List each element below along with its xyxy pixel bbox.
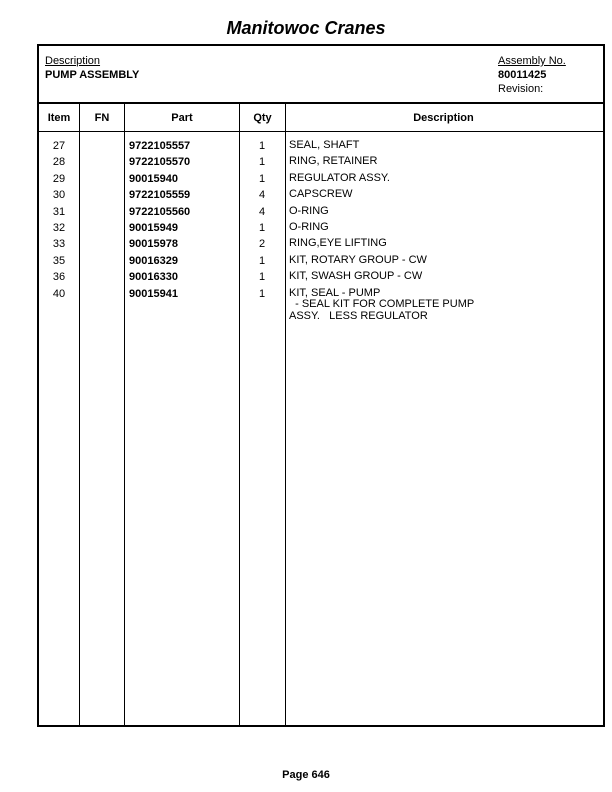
column-header-fn: FN [94,112,110,124]
part-number-cell: 9722105560 [129,205,191,218]
item-cell: 31 [52,205,66,218]
part-number-cell: 9722105559 [129,189,191,202]
column-divider [124,104,125,725]
item-cell: 33 [52,238,66,251]
assembly-value: 80011425 [498,69,547,81]
assembly-block [498,54,566,96]
column-header-item: Item [47,112,71,124]
quantity-cell: 4 [258,189,266,202]
quantity-cell: 2 [258,238,266,251]
item-cell: 36 [52,271,66,284]
page-number: Page 646 [282,769,330,781]
quantity-cell: 1 [258,271,266,284]
parts-table-frame [37,44,605,727]
description-cell: KIT, SWASH GROUP - CW [289,270,423,283]
quantity-cell: 1 [258,140,266,152]
item-cell: 40 [52,287,66,300]
description-cell: REGULATOR ASSY. [289,171,390,184]
description-cell: SEAL, SHAFT [289,139,360,151]
item-cell: 28 [52,156,66,169]
item-cell: 29 [52,172,66,185]
column-divider [79,104,80,725]
item-cell: 27 [52,140,66,152]
part-number-cell: 9722105570 [129,156,191,169]
description-cell: O-RING [289,221,329,233]
part-number-cell: 90016330 [129,271,178,284]
column-header-qty: Qty [253,112,272,124]
part-number-cell: 90015978 [129,238,178,251]
description-cell: CAPSCREW [289,188,353,201]
item-cell: 35 [52,254,66,267]
part-number-cell: 90015940 [129,172,178,185]
assembly-label: Assembly No. [498,55,566,67]
description-cell: KIT, SEAL - PUMP - SEAL KIT FOR COMPLETE PUMP ASSY. LESS REGULATOR [289,286,475,322]
quantity-cell: 1 [258,287,266,300]
part-number-cell: 90015949 [129,222,178,234]
assembly-header [39,46,603,104]
description-cell: RING, RETAINER [289,155,378,168]
description-cell: KIT, ROTARY GROUP - CW [289,253,427,266]
quantity-cell: 1 [258,156,266,169]
column-header-description: Description [413,112,474,124]
column-header-part: Part [171,112,193,124]
quantity-cell: 1 [258,254,266,267]
part-number-cell: 90015941 [129,287,178,300]
item-cell: 32 [52,222,66,234]
column-divider [285,104,286,725]
description-block [45,54,139,82]
item-cell: 30 [52,189,66,202]
quantity-cell: 4 [258,205,266,218]
quantity-cell: 1 [258,222,266,234]
description-cell: RING,EYE LIFTING [289,237,387,250]
revision-label: Revision: [498,83,544,95]
part-number-cell: 90016329 [129,254,178,267]
part-number-cell: 9722105557 [129,140,191,152]
description-label: Description [45,55,101,67]
description-cell: O-RING [289,204,329,217]
description-value: PUMP ASSEMBLY [45,69,140,81]
page-title: Manitowoc Cranes [226,18,386,38]
quantity-cell: 1 [258,172,266,185]
